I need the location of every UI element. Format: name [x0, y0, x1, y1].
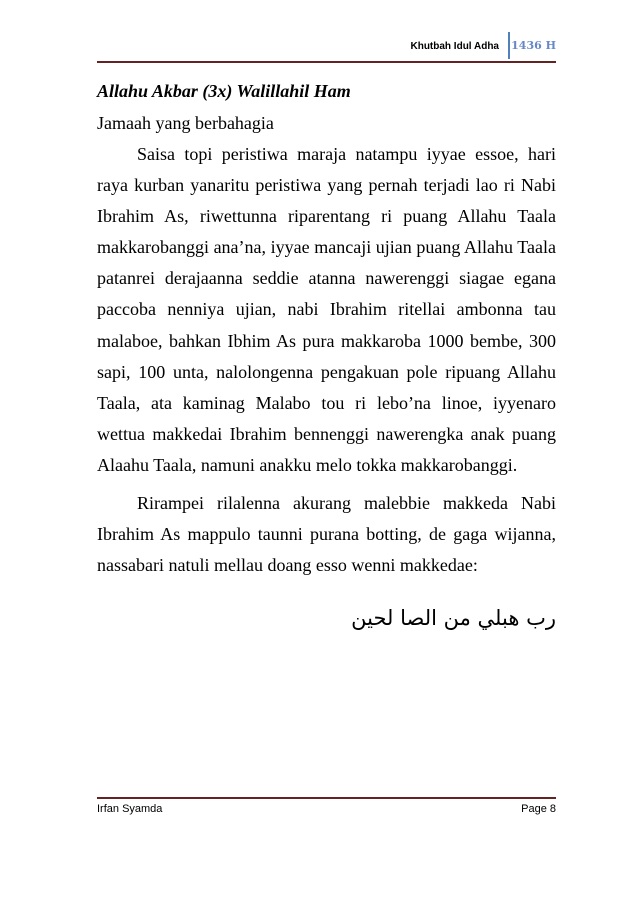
header-year: 1436 H: [511, 39, 556, 52]
section-heading: Allahu Akbar (3x) Walillahil Ham: [97, 81, 351, 101]
footer-rule: [97, 797, 556, 799]
header-title: Khutbah Idul Adha: [410, 41, 499, 52]
footer-author: Irfan Syamda: [97, 803, 163, 815]
header-rule: [97, 61, 556, 63]
paragraph-2: Rirampei rilalenna akurang malebbie makkeda Nabi Ibrahim As mappulo taunni purana botting, de gaga wijanna, nassabari natuli mellau doang esso wenni makkedae:: [97, 493, 556, 576]
greeting-line: Jamaah yang berbahagia: [97, 113, 274, 133]
arabic-prayer: رب هبلي من الصا لحين: [351, 606, 556, 631]
header-separator: [508, 32, 510, 59]
page-number: Page 8: [521, 803, 556, 815]
page-header: [97, 30, 556, 62]
paragraph-1: Saisa topi peristiwa maraja natampu iyyae essoe, hari raya kurban yanaritu peristiwa yang pernah terjadi lao ri Nabi Ibrahim As, riwettunna riparentang ri puang Allahu Taala makkarobanggi ana’na, iyyae mancaji ujian puang Allahu Taala patanrei derajaanna seddie atanna nawerenggi siagae egana paccoba nenniya ujian, nabi Ibrahim ritellai ambonna tau malaboe, bahkan Ibhim As pura makkaroba 1000 bembe, 300 sapi, 100 unta, nalolongenna pengakuan pole ripuang Allahu Taala, ata kaminag Malabo tou ri lebo’na linoe, iyyenaro wettua makkedai Ibrahim bennenggi nawerengka anak puang Alaahu Taala, namuni anakku melo tokka makkarobanggi.: [97, 144, 556, 475]
page-body: [97, 76, 556, 633]
